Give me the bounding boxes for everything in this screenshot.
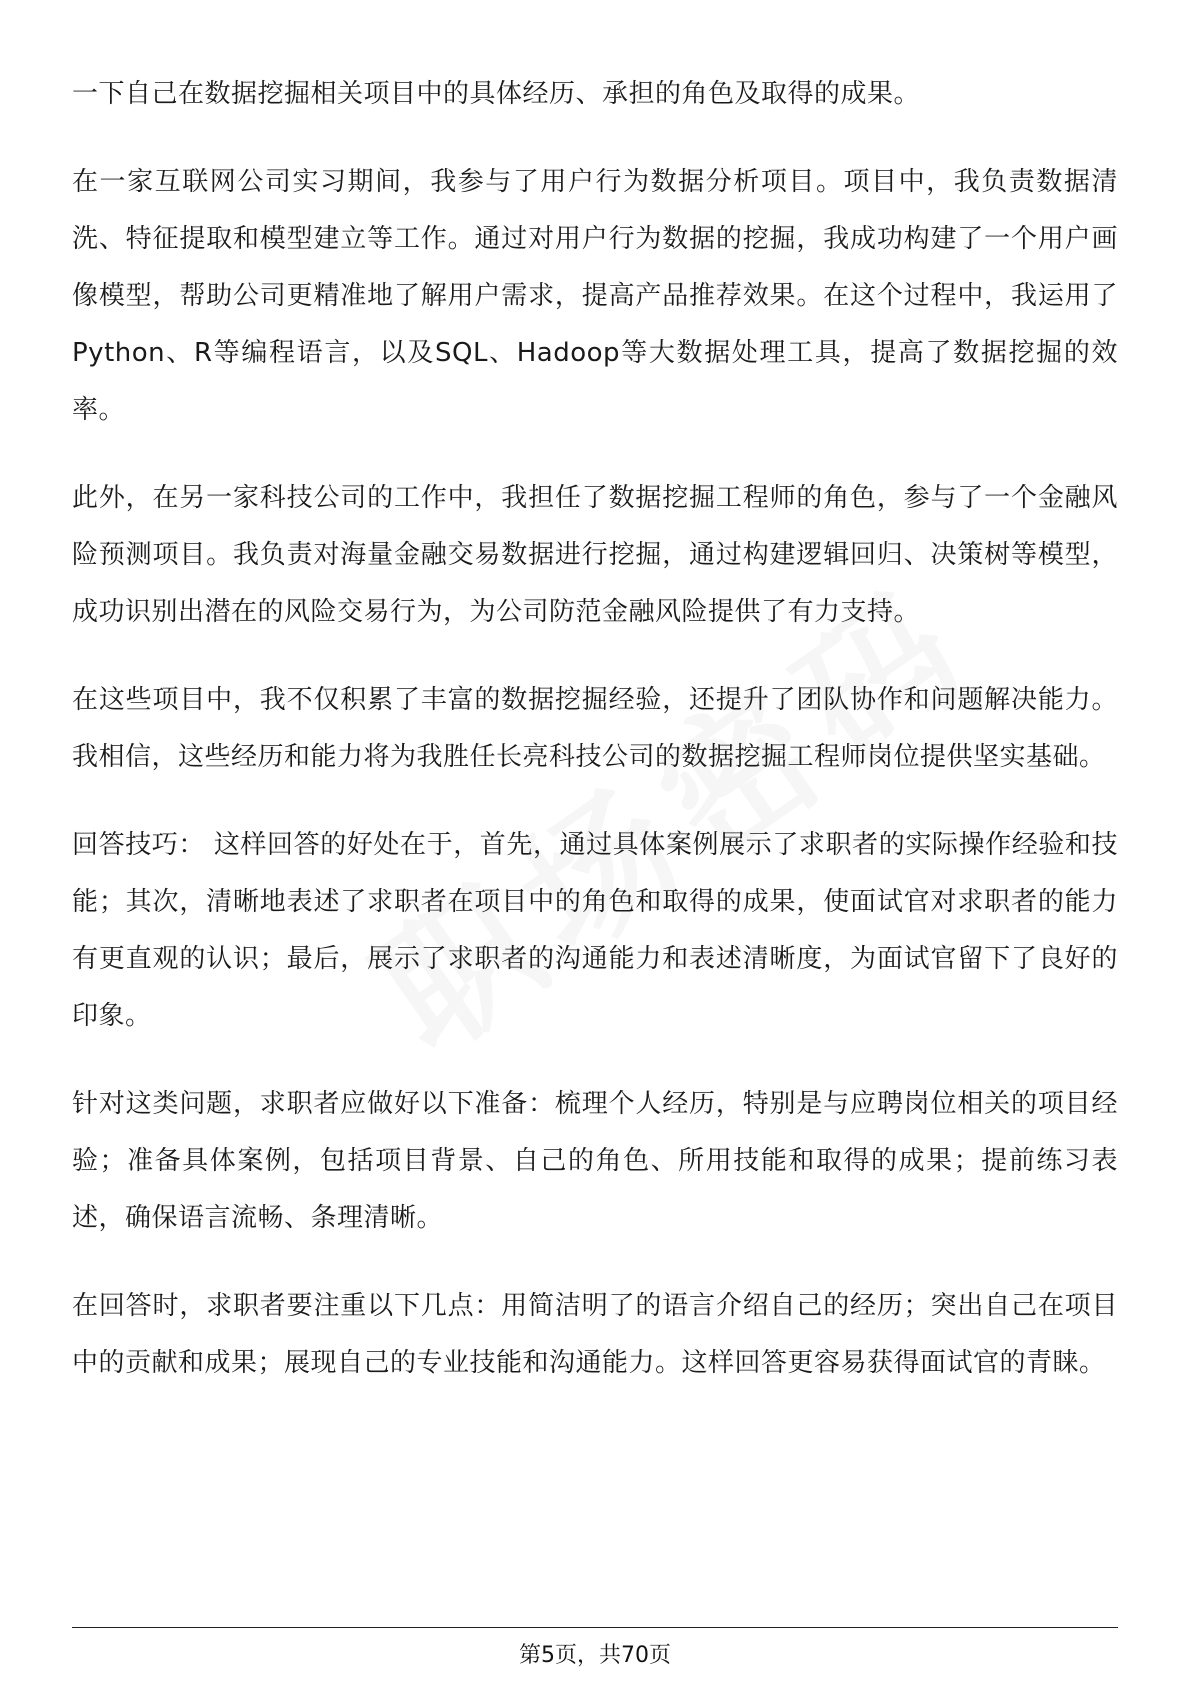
paragraph: 在一家互联网公司实习期间，我参与了用户行为数据分析项目。项目中，我负责数据清洗、特征提取和模型建立等工作。通过对用户行为数据的挖掘，我成功构建了一个用户画像模型，帮助公司更精准地了解用户需求，提高产品推荐效果。在这个过程中，我运用了Python、R等编程语言，以及SQL、Hadoop等大数据处理工具，提高了数据挖掘的效率。: [72, 167, 1118, 425]
footer-divider: [72, 1627, 1118, 1628]
paragraph: 在回答时，求职者要注重以下几点：用简洁明了的语言介绍自己的经历；突出自己在项目中的贡献和成果；展现自己的专业技能和沟通能力。这样回答更容易获得面试官的青睐。: [72, 1291, 1118, 1378]
document-body: [72, 66, 1118, 1423]
page-number: 第5页，共70页: [519, 1643, 671, 1668]
paragraph: 此外，在另一家科技公司的工作中，我担任了数据挖掘工程师的角色，参与了一个金融风险预测项目。我负责对海量金融交易数据进行挖掘，通过构建逻辑回归、决策树等模型，成功识别出潜在的风险交易行为，为公司防范金融风险提供了有力支持。: [72, 483, 1118, 627]
paragraph: 一下自己在数据挖掘相关项目中的具体经历、承担的角色及取得的成果。: [72, 79, 921, 109]
paragraph: 针对这类问题，求职者应做好以下准备：梳理个人经历，特别是与应聘岗位相关的项目经验；准备具体案例，包括项目背景、自己的角色、所用技能和取得的成果；提前练习表述，确保语言流畅、条理清晰。: [72, 1089, 1118, 1233]
paragraph: 回答技巧： 这样回答的好处在于，首先，通过具体案例展示了求职者的实际操作经验和技能；其次，清晰地表述了求职者在项目中的角色和取得的成果，使面试官对求职者的能力有更直观的认识；最后，展示了求职者的沟通能力和表述清晰度，为面试官留下了良好的印象。: [72, 830, 1118, 1031]
paragraph: 在这些项目中，我不仅积累了丰富的数据挖掘经验，还提升了团队协作和问题解决能力。我相信，这些经历和能力将为我胜任长亮科技公司的数据挖掘工程师岗位提供坚实基础。: [72, 685, 1118, 772]
